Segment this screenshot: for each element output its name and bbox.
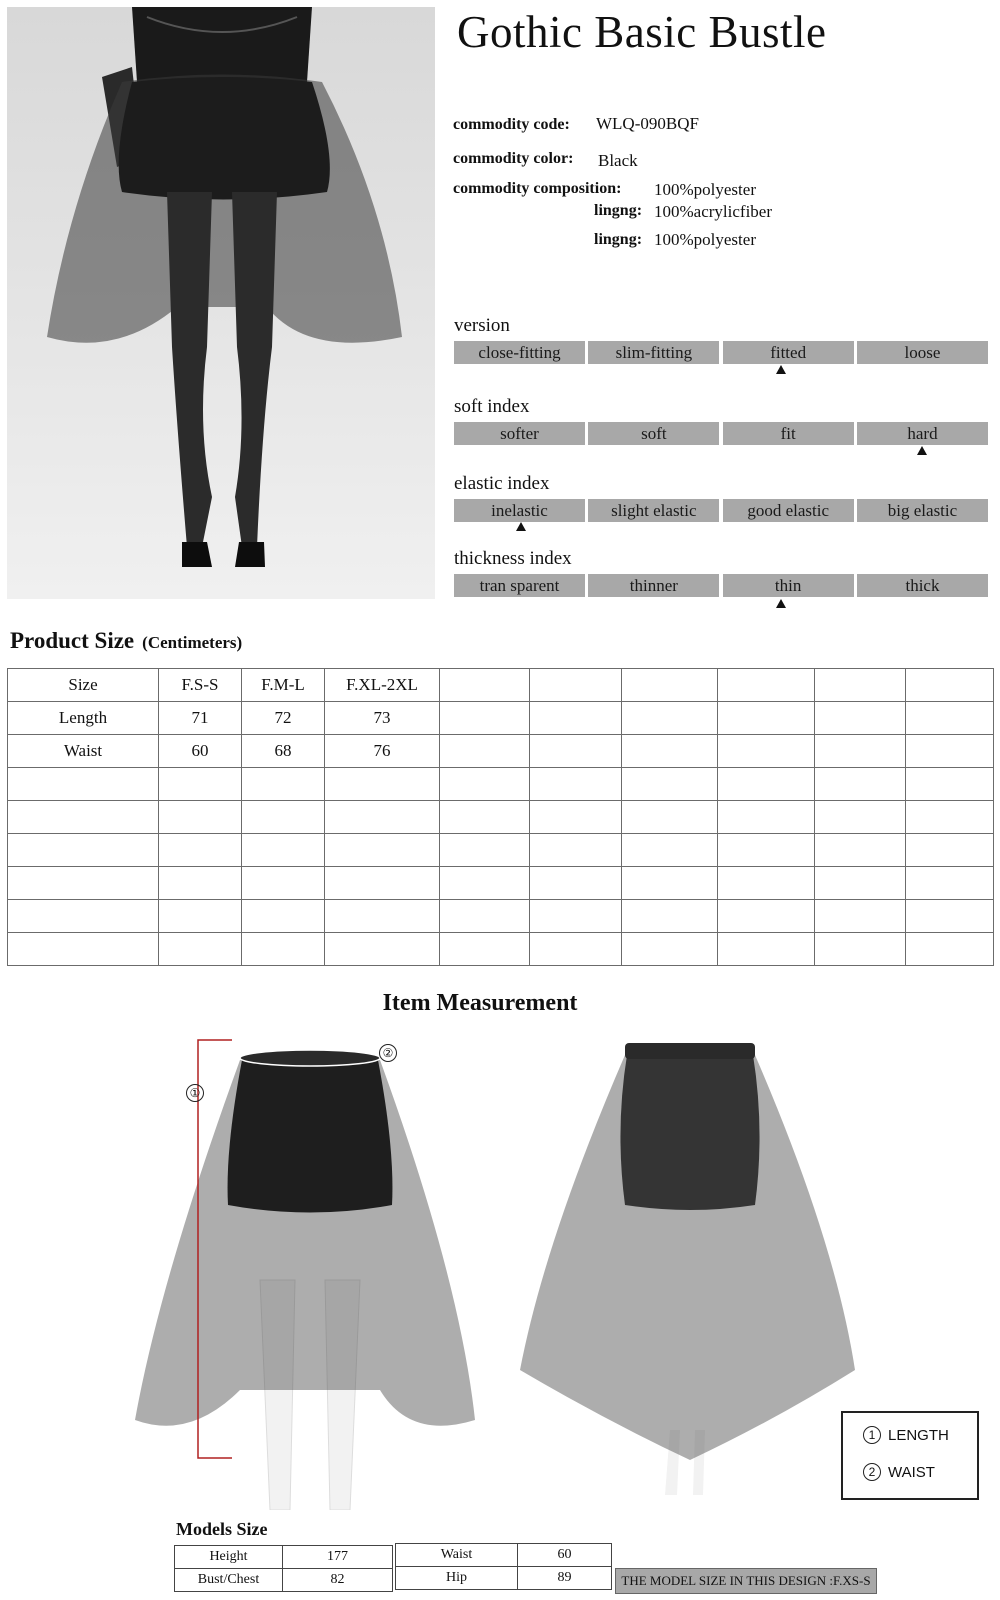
item-measurement-title: Item Measurement [382,990,578,1016]
table-cell [906,834,994,867]
table-cell: 76 [325,735,440,768]
elastic-index-option: good elastic [723,499,854,522]
elastic-index-title: elastic index [454,473,550,494]
commodity-code-value: WLQ-090BQF [596,114,699,133]
table-row [8,735,994,768]
table-cell [815,768,906,801]
lining-label-2: lingng: [594,231,643,248]
table-cell: 71 [159,702,242,735]
models-size-table-left [174,1545,393,1592]
version-option: close-fitting [454,341,585,364]
table-cell [242,900,325,933]
table-cell [325,900,440,933]
table-row [8,834,994,867]
product-size-title: Product Size [10,628,135,653]
table-cell [325,933,440,966]
lining-value-1: 100%acrylicfiber [654,202,772,221]
product-size-heading [10,628,242,654]
version-option: loose [857,341,988,364]
table-cell [815,933,906,966]
elastic-index-selected-marker-icon [516,522,526,531]
length-marker: ① [186,1084,204,1102]
table-cell [718,900,815,933]
table-cell [906,768,994,801]
table-cell [815,735,906,768]
soft-index-option: softer [454,422,585,445]
commodity-color-label: commodity color: [453,150,574,167]
elastic-index-option: slight elastic [588,499,719,522]
model-size-note: THE MODEL SIZE IN THIS DESIGN :F.XS-S [615,1568,877,1594]
product-photo [7,7,435,599]
table-cell [815,801,906,834]
table-cell: 72 [242,702,325,735]
table-cell [242,768,325,801]
table-cell [530,867,622,900]
table-row [396,1567,612,1590]
thickness-index-scale [454,574,988,597]
thickness-index-option: thin [723,574,854,597]
table-cell [440,867,530,900]
thickness-index-option: thinner [588,574,719,597]
skirt-front-diagram [130,1030,480,1510]
table-cell [718,834,815,867]
version-title: version [454,315,510,336]
model-bust-value: 82 [283,1569,393,1592]
commodity-composition-value: 100%polyester [654,180,756,199]
thickness-index-selected-marker-icon [776,599,786,608]
legend-length [863,1426,949,1444]
table-cell [718,801,815,834]
table-cell [622,801,718,834]
table-cell [815,702,906,735]
table-cell: Length [8,702,159,735]
table-cell [530,735,622,768]
table-row [8,768,994,801]
table-cell [815,669,906,702]
model-height-label: Height [175,1546,283,1569]
commodity-code-label: commodity code: [453,116,570,133]
table-cell [530,933,622,966]
legend-waist-number: 2 [863,1463,881,1481]
table-cell [815,867,906,900]
table-cell [325,867,440,900]
table-cell: F.XL-2XL [325,669,440,702]
thickness-index-title: thickness index [454,548,572,569]
table-cell [906,735,994,768]
soft-index-option: soft [588,422,719,445]
table-cell: F.M-L [242,669,325,702]
table-cell [718,867,815,900]
model-bust-label: Bust/Chest [175,1569,283,1592]
table-cell [325,768,440,801]
table-cell [242,867,325,900]
table-cell [159,867,242,900]
table-cell [159,900,242,933]
table-cell: 68 [242,735,325,768]
table-cell [906,867,994,900]
table-cell: Size [8,669,159,702]
table-cell [530,801,622,834]
table-cell [440,702,530,735]
version-option: fitted [723,341,854,364]
table-cell [325,834,440,867]
table-cell [530,900,622,933]
table-cell [622,834,718,867]
table-cell [622,900,718,933]
table-cell [159,933,242,966]
model-hip-label: Hip [396,1567,518,1590]
thickness-index-option: thick [857,574,988,597]
model-waist-label: Waist [396,1544,518,1567]
lining-value-2: 100%polyester [654,230,756,249]
elastic-index-option: inelastic [454,499,585,522]
table-cell [622,867,718,900]
version-scale [454,341,988,364]
table-cell [622,669,718,702]
table-cell [159,768,242,801]
measurement-legend [841,1411,979,1500]
elastic-index-scale [454,499,988,522]
product-size-table [7,668,994,966]
table-cell [622,768,718,801]
legend-waist-label: WAIST [888,1463,935,1481]
product-title: Gothic Basic Bustle [457,7,827,57]
table-cell [530,834,622,867]
models-size-table-right [395,1543,612,1590]
table-cell [718,669,815,702]
legend-length-label: LENGTH [888,1426,949,1444]
soft-index-selected-marker-icon [917,446,927,455]
table-cell [159,834,242,867]
legend-length-number: 1 [863,1426,881,1444]
table-row [8,801,994,834]
table-cell [8,867,159,900]
table-cell [622,735,718,768]
table-cell: 60 [159,735,242,768]
table-cell [906,933,994,966]
table-cell [8,801,159,834]
table-row [175,1569,393,1592]
version-option: slim-fitting [588,341,719,364]
model-height-value: 177 [283,1546,393,1569]
table-row [396,1544,612,1567]
table-cell [622,933,718,966]
table-cell [8,768,159,801]
table-cell [8,933,159,966]
table-header-row [8,669,994,702]
table-row [8,900,994,933]
table-cell [440,933,530,966]
skirt-back-diagram [515,1040,860,1495]
waist-marker: ② [379,1044,397,1062]
table-cell: Waist [8,735,159,768]
table-cell [242,801,325,834]
table-cell [242,834,325,867]
table-cell: F.S-S [159,669,242,702]
version-selected-marker-icon [776,365,786,374]
table-cell [242,933,325,966]
table-cell [530,702,622,735]
lining-label-1: lingng: [594,202,643,219]
table-cell [325,801,440,834]
table-cell [440,834,530,867]
table-cell [530,768,622,801]
table-cell [906,669,994,702]
soft-index-option: fit [723,422,854,445]
table-cell: 73 [325,702,440,735]
table-cell [8,900,159,933]
table-row [8,933,994,966]
table-cell [718,702,815,735]
legend-waist [863,1463,935,1481]
commodity-color-value: Black [598,151,638,170]
table-cell [815,834,906,867]
soft-index-scale [454,422,988,445]
elastic-index-option: big elastic [857,499,988,522]
table-cell [440,669,530,702]
table-cell [159,801,242,834]
table-cell [718,735,815,768]
table-cell [906,900,994,933]
model-waist-value: 60 [518,1544,612,1567]
table-cell [530,669,622,702]
table-cell [718,933,815,966]
table-row [8,702,994,735]
table-cell [440,801,530,834]
table-cell [906,702,994,735]
table-cell [815,900,906,933]
table-cell [906,801,994,834]
models-size-title: Models Size [176,1519,268,1539]
table-cell [440,768,530,801]
table-cell [8,834,159,867]
table-cell [622,702,718,735]
soft-index-title: soft index [454,396,530,417]
thickness-index-option: tran sparent [454,574,585,597]
soft-index-option: hard [857,422,988,445]
product-size-unit: (Centimeters) [142,633,243,652]
table-cell [440,900,530,933]
table-cell [440,735,530,768]
table-row [8,867,994,900]
table-cell [718,768,815,801]
commodity-composition-label: commodity composition: [453,180,622,197]
model-hip-value: 89 [518,1567,612,1590]
table-row [175,1546,393,1569]
